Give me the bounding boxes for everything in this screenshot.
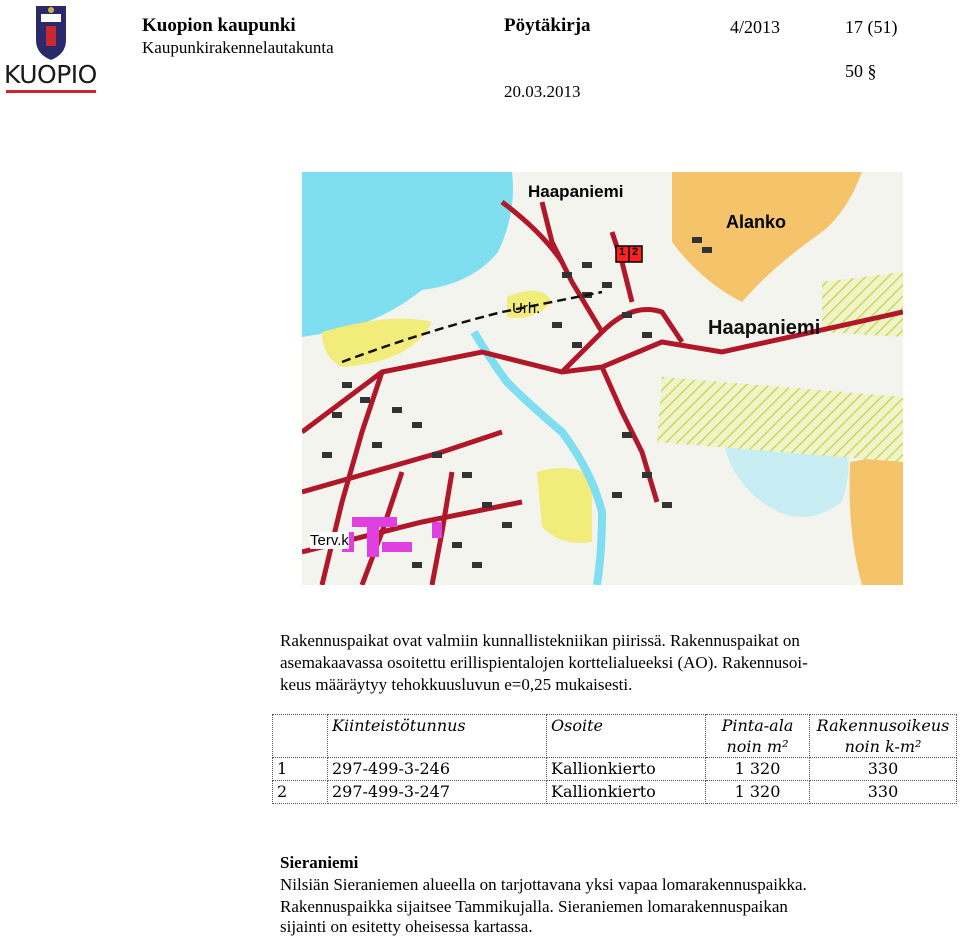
- table-row: [273, 758, 957, 781]
- row-building-right: 330: [810, 758, 957, 781]
- property-table: [272, 714, 957, 804]
- hatched-zone: [657, 377, 903, 462]
- row-index: 2: [273, 781, 328, 804]
- map-graphic: [302, 172, 903, 585]
- map-label-haapaniemi-north: Haapaniemi: [528, 182, 624, 201]
- map-label-terveyskeskus: Terv.k: [310, 532, 349, 549]
- doc-type: Pöytäkirja: [504, 15, 591, 36]
- intro-line-1: Rakennuspaikat ovat valmiin kunnallistekniikan piirissä. Rakennuspaikat on: [280, 631, 800, 650]
- table-header-row: [273, 715, 957, 758]
- header-index: [273, 715, 328, 758]
- row-index: 1: [273, 758, 328, 781]
- doc-number: 4/2013: [730, 17, 781, 37]
- field-south: [537, 468, 592, 543]
- row-area: 1 320: [706, 781, 810, 804]
- map-plot-2: 2: [632, 246, 639, 258]
- section-title: Sieraniemi: [280, 853, 359, 872]
- header-building-right: Rakennusoikeus noin k-m²: [810, 715, 957, 758]
- lake-area: [302, 172, 513, 337]
- board-name: Kaupunkirakennelautakunta: [142, 38, 334, 57]
- map-label-haapaniemi: Haapaniemi: [708, 317, 821, 339]
- intro-line-2: asemakaavassa osoitettu erillispientalojen korttelialueeksi (AO). Rakennusoi-: [280, 653, 808, 672]
- map-label-urh: Urh.: [512, 300, 541, 317]
- location-map: [302, 172, 903, 585]
- logo-underline: [6, 90, 96, 93]
- row-address: Kallionkierto: [547, 781, 706, 804]
- map-label-alanko: Alanko: [726, 212, 787, 232]
- row-address: Kallionkierto: [547, 758, 706, 781]
- map-plot-1: 1: [619, 246, 626, 258]
- header-property-id: Kiinteistötunnus: [328, 715, 547, 758]
- kuopio-logo: [4, 2, 98, 94]
- section-line-1: Nilsiän Sieraniemen alueella on tarjottavana yksi vapaa lomarakennuspaikka.: [280, 875, 807, 894]
- field-east: [850, 452, 904, 585]
- logo-text: KUOPIO: [4, 60, 97, 89]
- section-line-3: sijainti on esitetty oheisessa kartassa.: [280, 917, 533, 936]
- row-area: 1 320: [706, 758, 810, 781]
- intro-line-3: keus määräytyy tehokkuusluvun e=0,25 mukaisesti.: [280, 675, 633, 694]
- row-building-right: 330: [810, 781, 957, 804]
- header-area: Pinta-ala noin m²: [706, 715, 810, 758]
- table-row: [273, 781, 957, 804]
- header-address: Osoite: [547, 715, 706, 758]
- page-number: 17 (51): [845, 17, 898, 37]
- row-property-id: 297-499-3-246: [328, 758, 547, 781]
- org-name: Kuopion kaupunki: [142, 15, 296, 36]
- section-line-2: Rakennuspaikka sijaitsee Tammikujalla. Sieraniemen lomarakennuspaikan: [280, 897, 788, 916]
- row-property-id: 297-499-3-247: [328, 781, 547, 804]
- meeting-date: 20.03.2013: [504, 82, 581, 101]
- section-number: 50 §: [845, 61, 877, 81]
